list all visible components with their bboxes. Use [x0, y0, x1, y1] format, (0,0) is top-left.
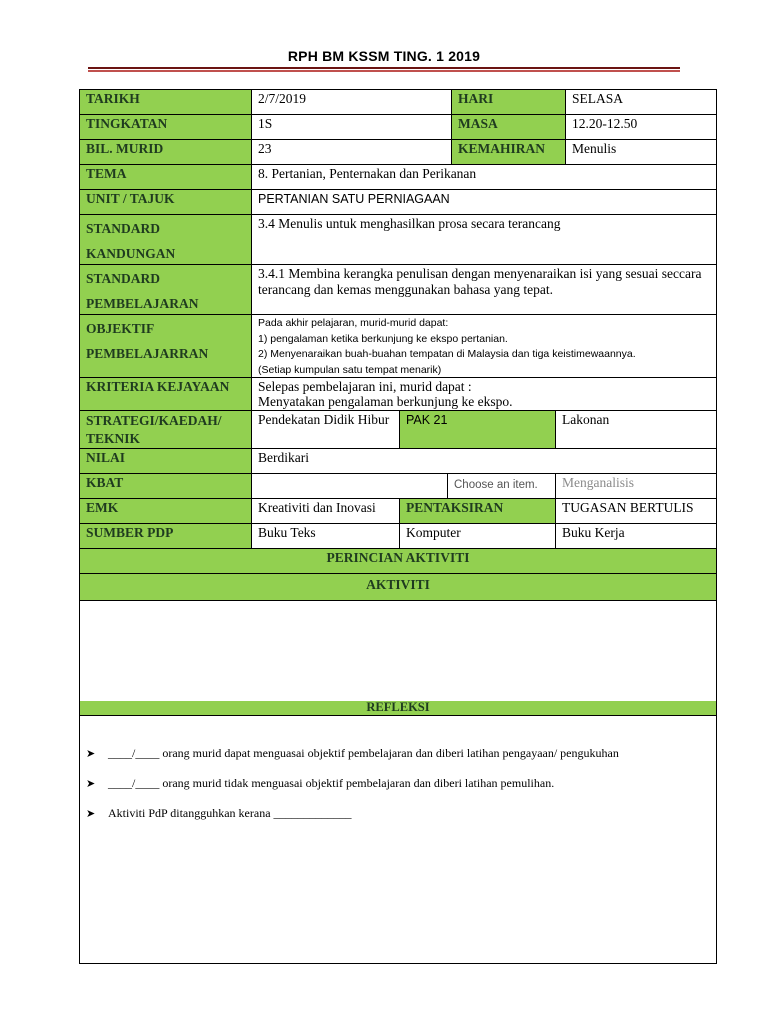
value-strategi-3[interactable]: Lakonan: [556, 411, 716, 449]
arrow-bullet-icon: ➤: [86, 748, 96, 760]
lesson-plan-table: [79, 89, 717, 964]
refleksi-bullet-1: [86, 746, 619, 761]
kriteria-line1: Selepas pembelajaran ini, murid dapat :: [258, 379, 472, 394]
refleksi-bullet-1-text: ____/____ orang murid dapat menguasai objektif pembelajaran dan diberi latihan pengayaan/ pengukuhan: [108, 746, 619, 760]
title-rule-red: [88, 70, 680, 72]
arrow-bullet-icon: ➤: [86, 808, 96, 820]
arrow-bullet-icon: ➤: [86, 778, 96, 790]
label-kriteria-kejayaan: KRITERIA KEJAYAAN: [80, 378, 252, 411]
label-bil-murid: BIL. MURID: [80, 140, 252, 165]
refleksi-bullet-2: [86, 776, 554, 791]
value-masa[interactable]: 12.20-12.50: [566, 115, 716, 140]
objektif-line: Pada akhir pelajaran, murid-murid dapat:: [258, 317, 449, 329]
value-standard-kandungan[interactable]: 3.4 Menulis untuk menghasilkan prosa secara terancang: [252, 215, 716, 265]
value-pentaksiran[interactable]: TUGASAN BERTULIS: [556, 499, 716, 524]
label-standard-kandungan-line1: STANDARD: [86, 221, 161, 236]
value-standard-pembelajaran[interactable]: 3.4.1 Membina kerangka penulisan dengan menyenaraikan isi yang sesuai seccara terancang dan kemas menggunakan bahasa yang tepat.: [252, 265, 716, 315]
label-sumber-pdp: SUMBER PDP: [80, 524, 252, 549]
label-tema: TEMA: [80, 165, 252, 190]
label-nilai: NILAI: [80, 449, 252, 474]
label-standard-pembelajaran-line1: STANDARD: [86, 271, 161, 286]
value-kbat[interactable]: Menganalisis: [556, 474, 716, 499]
label-standard-pembelajaran-line2: PEMBELAJARAN: [86, 296, 199, 311]
value-sumber-2[interactable]: Komputer: [400, 524, 556, 549]
value-tema[interactable]: 8. Pertanian, Penternakan dan Perikanan: [252, 165, 716, 190]
value-sumber-3[interactable]: Buku Kerja: [556, 524, 716, 549]
label-tarikh: TARIKH: [80, 90, 252, 115]
label-tingkatan: TINGKATAN: [80, 115, 252, 140]
value-kbat-empty[interactable]: [252, 474, 448, 499]
value-tarikh[interactable]: 2/7/2019: [252, 90, 452, 115]
label-objektif-line2: PEMBELAJARRAN: [86, 346, 209, 361]
heading-refleksi: REFLEKSI: [80, 701, 716, 716]
objektif-line: 1) pengalaman ketika berkunjung ke ekspo pertanian.: [258, 332, 508, 345]
label-kemahiran: KEMAHIRAN: [452, 140, 566, 165]
label-kbat: KBAT: [80, 474, 252, 499]
value-objektif-pembelajaran[interactable]: [252, 315, 716, 378]
value-kemahiran[interactable]: Menulis: [566, 140, 716, 165]
label-objektif-pembelajaran: [80, 315, 252, 378]
objektif-line: (Setiap kumpulan satu tempat menarik): [258, 363, 442, 376]
label-pentaksiran: PENTAKSIRAN: [400, 499, 556, 524]
value-kriteria-kejayaan[interactable]: [252, 378, 716, 411]
label-objektif-line1: OBJEKTIF: [86, 321, 155, 336]
label-strategi-line2: TEKNIK: [86, 431, 141, 446]
aktiviti-body[interactable]: [80, 601, 716, 701]
value-strategi-2[interactable]: PAK 21: [400, 411, 556, 449]
label-masa: MASA: [452, 115, 566, 140]
label-unit-tajuk: UNIT / TAJUK: [80, 190, 252, 215]
value-bil-murid[interactable]: 23: [252, 140, 452, 165]
value-sumber-1[interactable]: Buku Teks: [252, 524, 400, 549]
label-standard-kandungan-line2: KANDUNGAN: [86, 246, 176, 261]
value-hari[interactable]: SELASA: [566, 90, 716, 115]
heading-perincian-aktiviti: PERINCIAN AKTIVITI: [80, 549, 716, 574]
refleksi-bullet-3: [86, 806, 352, 821]
value-nilai[interactable]: Berdikari: [252, 449, 716, 474]
value-strategi-1[interactable]: Pendekatan Didik Hibur: [252, 411, 400, 449]
kriteria-line2: Menyatakan pengalaman berkunjung ke ekspo.: [258, 394, 513, 409]
label-standard-kandungan: [80, 215, 252, 265]
label-strategi-line1: STRATEGI/KAEDAH/: [86, 413, 222, 428]
heading-aktiviti: AKTIVITI: [80, 574, 716, 601]
value-tingkatan[interactable]: 1S: [252, 115, 452, 140]
label-strategi: [80, 411, 252, 449]
value-emk[interactable]: Kreativiti dan Inovasi: [252, 499, 400, 524]
refleksi-bullet-3-text: Aktiviti PdP ditangguhkan kerana _____________: [108, 806, 352, 820]
refleksi-bullet-2-text: ____/____ orang murid tidak menguasai objektif pembelajaran dan diberi latihan pemulihan.: [108, 776, 555, 790]
document-title: RPH BM KSSM TING. 1 2019: [287, 48, 481, 64]
label-emk: EMK: [80, 499, 252, 524]
title-rule-dark: [88, 67, 680, 69]
label-hari: HARI: [452, 90, 566, 115]
kbat-dropdown[interactable]: Choose an item.: [448, 474, 556, 499]
objektif-line: 2) Menyenaraikan buah-buahan tempatan di Malaysia dan tiga keistimewaannya.: [258, 348, 636, 360]
value-unit-tajuk[interactable]: PERTANIAN SATU PERNIAGAAN: [252, 190, 716, 215]
label-standard-pembelajaran: [80, 265, 252, 315]
